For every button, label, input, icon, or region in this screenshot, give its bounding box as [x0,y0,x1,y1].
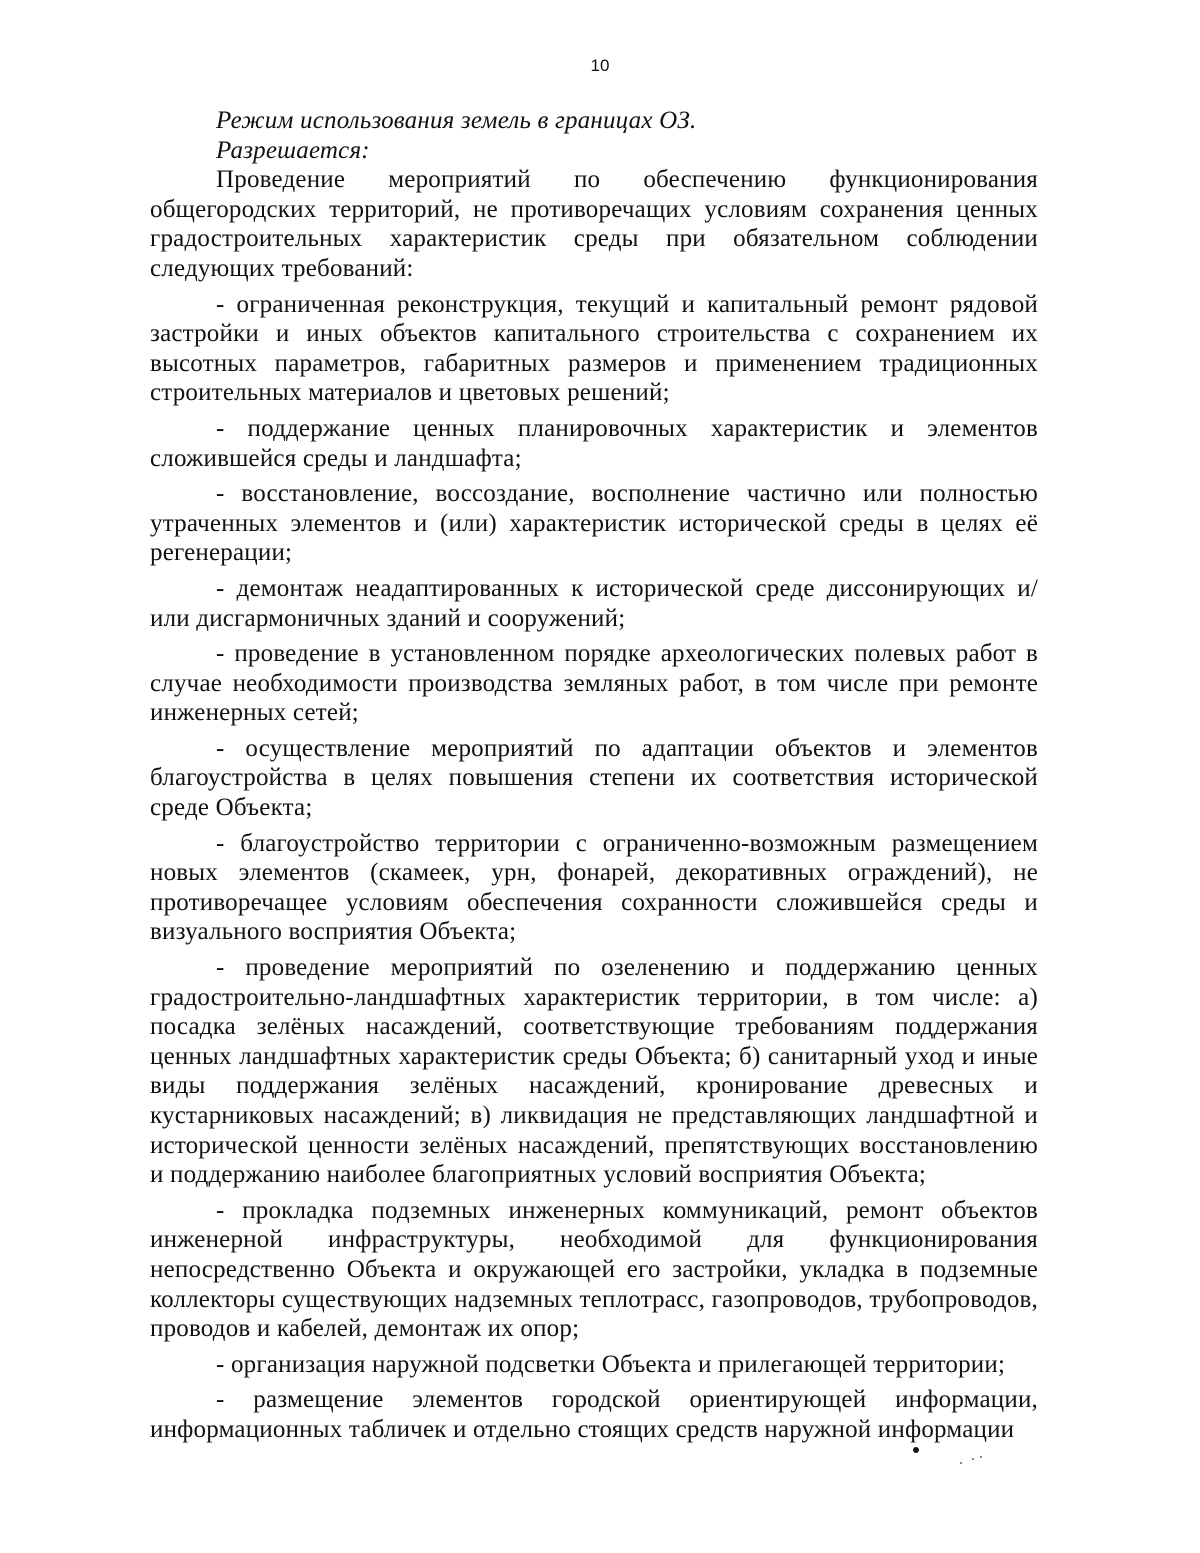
scan-speck [960,1462,962,1464]
section-subheading: Разрешается: [216,136,370,164]
intro-paragraph: Проведение мероприятий по обеспечению функционирования общегородских территорий, не противоречащих условиям сохранения ценных градостроительных характеристик среды при обязательном соблюдении следующих требований: [150,166,1038,282]
document-body [150,106,1038,1445]
scan-dot-mark [913,1447,919,1453]
page-number: 10 [590,56,610,75]
scan-speck [980,1456,982,1458]
list-item: - проведение в установленном порядке археологических полевых работ в случае необходимости производства земляных работ, в том числе при ремонте инженерных сетей; [150,640,1038,727]
section-heading: Режим использования земель в границах ОЗ. [216,107,697,134]
list-item: - осуществление мероприятий по адаптации объектов и элементов благоустройства в целях повышения степени их соответствия исторической среде Объекта; [150,734,1038,822]
list-item: - размещение элементов городской ориентирующей информации, информационных табличек и отдельно стоящих средств наружной информации [150,1386,1038,1443]
list-item: - восстановление, воссоздание, восполнение частично или полностью утраченных элементов и (или) характеристик исторической среды в целях её регенерации; [150,480,1038,567]
list-item: - поддержание ценных планировочных характеристик и элементов сложившейся среды и ландшафта; [150,414,1038,472]
scan-speck [972,1458,974,1460]
list-item: - демонтаж неадаптированных к исторической среде диссонирующих и/или дисгармоничных зданий и сооружений; [150,574,1038,632]
list-item: - организация наружной подсветки Объекта и прилегающей территории; [216,1350,1006,1378]
list-item: - проведение мероприятий по озеленению и поддержанию ценных градостроительно-ландшафтных характеристик территории, в том числе: а) посадка зелёных насаждений, соответствующие требованиям поддержания ценных ландшафтных характеристик среды Объекта; б) санитарный уход и иные виды поддержания зелёных насаждений, кронирование древесных и кустарниковых насаждений; в) ликвидация не представляющих ландшафтной и исторической ценности зелёных насаждений, препятствующих восстановлению и поддержанию наиболее благоприятных условий восприятия Объекта; [150,954,1038,1189]
list-item: - благоустройство территории с ограниченно-возможным размещением новых элементов (скамеек, урн, фонарей, декоративных ограждений), не противоречащее условиям обеспечения сохранности сложившейся среды и визуального восприятия Объекта; [150,829,1038,946]
list-item: - ограниченная реконструкция, текущий и капитальный ремонт рядовой застройки и иных объектов капитального строительства с сохранением их высотных параметров, габаритных размеров и применением традиционных строительных материалов и цветовых решений; [150,290,1038,407]
list-item: - прокладка подземных инженерных коммуникаций, ремонт объектов инженерной инфраструктуры, необходимой для функционирования непосредственно Объекта и окружающей его застройки, укладка в подземные коллекторы существующих надземных теплотрасс, газопроводов, трубопроводов, проводов и кабелей, демонтаж их опор; [150,1196,1038,1343]
